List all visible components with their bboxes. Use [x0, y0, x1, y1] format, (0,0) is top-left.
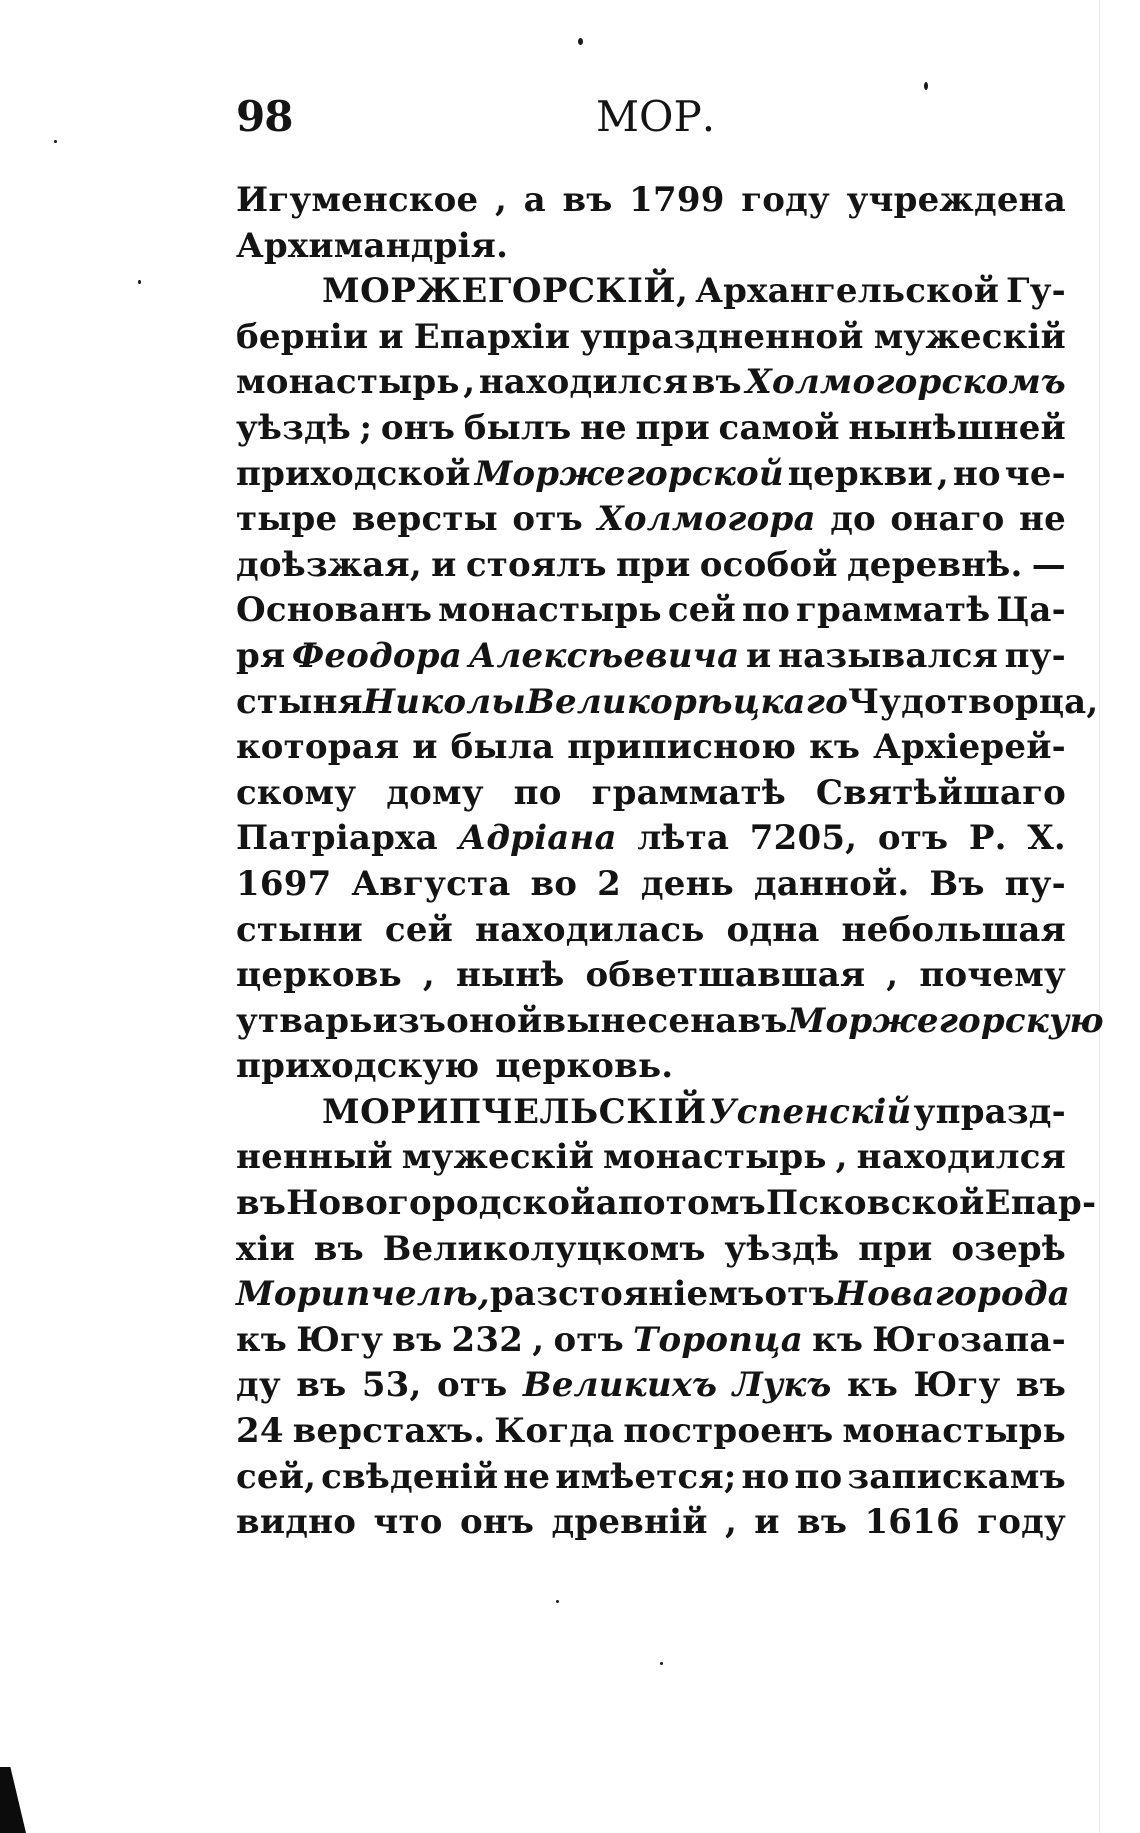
word: Алексѣевича [468, 635, 740, 676]
scan-speck [924, 82, 928, 90]
word: Епархіи [413, 316, 571, 357]
scan-speck [578, 38, 583, 45]
word: монастырь [842, 1411, 1066, 1452]
word: не [579, 407, 627, 448]
word: въ [313, 1228, 364, 1269]
word: озерѣ [951, 1228, 1066, 1269]
word: монастырь [438, 590, 662, 631]
word: Въ [929, 863, 985, 904]
word: Гу- [1006, 271, 1066, 312]
word: Архангельской [695, 271, 1000, 312]
word: Моржегорскую [787, 1000, 1104, 1041]
word: 1799 [629, 180, 725, 220]
word: свѣденій [321, 1456, 499, 1497]
word: ду [236, 1365, 281, 1406]
text-line [236, 545, 1066, 591]
word: версты [351, 499, 498, 540]
word: сей, [236, 1456, 317, 1497]
word: въ [1015, 1365, 1066, 1406]
text-line [236, 226, 1066, 272]
word: при [635, 407, 710, 448]
text-line [236, 1411, 1066, 1457]
word: упраздненной [580, 316, 864, 357]
word: по [742, 590, 790, 631]
text-line [236, 362, 1066, 408]
word: имѣется; [555, 1456, 737, 1497]
word: но [741, 1456, 790, 1497]
word: тыре [236, 499, 338, 540]
word: пу- [1004, 635, 1066, 676]
word: сей [667, 590, 736, 631]
word: особой [699, 544, 838, 585]
page-number: 98 [236, 92, 293, 141]
word: , [463, 362, 476, 403]
word: въ [797, 1502, 848, 1543]
word: Нова [834, 1274, 935, 1315]
scan-edge-mark [0, 1767, 26, 1833]
word: самой [718, 407, 840, 448]
word: изъ [372, 1000, 447, 1041]
word: берніи [236, 316, 369, 357]
word: отъ [437, 1365, 508, 1406]
word: Новогородской [286, 1183, 596, 1224]
word: ; [359, 407, 373, 448]
text-line [236, 1457, 1066, 1503]
word: Р. [968, 818, 1007, 859]
word: дому [386, 772, 484, 813]
word: Морипчелѣ, [236, 1274, 490, 1315]
word: приходской [236, 453, 471, 494]
word: церкви [787, 453, 933, 494]
word: находился [856, 1137, 1066, 1178]
word: но [952, 453, 1001, 494]
text-line [236, 636, 1066, 682]
word: стоялъ [465, 544, 607, 585]
word: учреждена [846, 180, 1066, 220]
word: видно [236, 1502, 357, 1543]
word: скому [236, 772, 357, 813]
word: , [835, 1137, 848, 1178]
word: данной. [753, 863, 910, 904]
text-line [236, 773, 1066, 819]
text-line [236, 1000, 1104, 1047]
word: Основанъ [236, 590, 433, 631]
word: стыни [236, 909, 363, 950]
word: 24 [236, 1411, 284, 1452]
word: Патріарха [236, 818, 438, 859]
word: находился [478, 362, 689, 403]
word: была [450, 727, 555, 768]
text-line [236, 180, 1066, 226]
word: Успенскій [708, 1091, 912, 1132]
word: грамматѣ [796, 590, 991, 631]
scan-speck [660, 1662, 663, 1665]
text-line [236, 910, 1066, 956]
word: въ [296, 1365, 347, 1406]
word: онъ [459, 1502, 535, 1543]
word: древній [551, 1502, 708, 1543]
text-line [236, 499, 1066, 545]
word: къ [812, 1319, 864, 1360]
word: нынѣшней [848, 407, 1066, 448]
word: по [513, 772, 562, 813]
word: и [412, 727, 438, 768]
word: , [532, 1319, 545, 1360]
text-line [236, 317, 1066, 363]
word: города [934, 1274, 1070, 1315]
word: отъ [512, 499, 583, 540]
page-header [236, 92, 1056, 152]
word: къ [809, 727, 861, 768]
word: находилась [475, 909, 705, 950]
word: монастырь [603, 1137, 827, 1178]
word: церковь. [495, 1046, 674, 1087]
word: мужескій [401, 1137, 595, 1178]
scan-speck [556, 1600, 559, 1603]
word: Архимандрія. [236, 225, 509, 266]
text-line [236, 1183, 1097, 1229]
running-head: МОР. [596, 92, 716, 141]
word: Архіерей- [873, 727, 1066, 768]
word: Моржегорской [474, 453, 784, 494]
word: Когда [494, 1411, 615, 1452]
word: не [503, 1456, 551, 1497]
word: Николы [362, 681, 527, 722]
text-line [236, 681, 1099, 728]
word: ненный [236, 1137, 393, 1178]
word: потомъ [617, 1183, 766, 1224]
word: Епар- [984, 1183, 1097, 1224]
body-text [236, 180, 1104, 1548]
word: нынѣ [455, 955, 565, 996]
word: при [858, 1228, 933, 1269]
word: назывался [778, 635, 998, 676]
word: Феодора [291, 635, 462, 676]
word: 1697 [236, 863, 332, 904]
word: Псковской [765, 1183, 985, 1224]
word: день [640, 863, 734, 904]
word: — [1031, 544, 1066, 585]
word: въ [392, 1319, 443, 1360]
text-line [236, 864, 1066, 910]
word: стыня [236, 681, 363, 722]
word: почему [919, 955, 1066, 996]
word: а [595, 1183, 618, 1224]
word: въ [562, 180, 613, 220]
word: обветшавшая [585, 955, 866, 996]
word: что [373, 1502, 443, 1543]
word: не [1019, 499, 1066, 540]
text-line [236, 1092, 1066, 1138]
word: въ [737, 1000, 788, 1041]
word: уѣздѣ [724, 1228, 840, 1269]
word: разстояніемъ [489, 1274, 765, 1315]
word: верстахъ. [292, 1411, 486, 1452]
word: къ [236, 1319, 288, 1360]
word: 1616 [864, 1502, 960, 1543]
word: Адріана [458, 818, 617, 859]
word: году [741, 180, 830, 220]
word: которая [236, 727, 400, 768]
text-line [236, 1274, 1070, 1320]
word: приходскую [236, 1046, 480, 1087]
word: былъ [463, 407, 572, 448]
text-line [236, 1046, 1066, 1092]
word: хіи [236, 1228, 296, 1269]
word: Великолуцкомъ [382, 1228, 706, 1269]
text-line [236, 271, 1066, 317]
word: Великихъ [522, 1365, 718, 1406]
word: утварь [236, 1000, 373, 1041]
text-line [236, 1502, 1066, 1548]
word: мужескій [873, 316, 1066, 357]
word: построенъ [623, 1411, 834, 1452]
word: въ [691, 362, 742, 403]
word: отъ [553, 1319, 624, 1360]
word: Августа [351, 863, 511, 904]
word: Холмогора [597, 499, 816, 540]
word: Югозапа- [872, 1319, 1066, 1360]
word: и [746, 635, 772, 676]
word: 7205, [749, 818, 858, 859]
word: запискамъ [847, 1456, 1066, 1497]
text-line [236, 1320, 1066, 1366]
word: Холмогорскомъ [745, 362, 1066, 403]
word: , [422, 955, 435, 996]
word: и [431, 544, 457, 585]
word: въ [236, 1183, 287, 1224]
word: а [523, 180, 546, 220]
word: отъ [877, 818, 949, 859]
word: , [936, 453, 949, 494]
word: уѣздѣ [236, 407, 351, 448]
text-line [236, 454, 1066, 500]
word: сей [384, 909, 454, 950]
word: МОРЖЕГОРСКІЙ, [322, 271, 689, 312]
word: лѣта [637, 818, 730, 859]
scan-speck [54, 140, 57, 143]
word: деревнѣ. [846, 544, 1023, 585]
word: монастырь [236, 362, 460, 403]
word: онъ [380, 407, 456, 448]
text-line [236, 1137, 1066, 1183]
word: небольшая [841, 909, 1066, 950]
word: доѣзжая, [236, 544, 422, 585]
word: при [616, 544, 691, 585]
word: Чудотворца, [847, 681, 1099, 722]
word: году [977, 1502, 1066, 1543]
word: , [494, 180, 507, 220]
scan-speck [138, 280, 141, 284]
word: онаго [890, 499, 1005, 540]
word: 232 [451, 1319, 524, 1360]
word: Великорѣцкаго [526, 681, 848, 722]
word: 53, [361, 1365, 422, 1406]
word: грамматѣ [591, 772, 786, 813]
word: пу- [1004, 863, 1066, 904]
word: 2 [597, 863, 621, 904]
word: , [886, 955, 899, 996]
word: и [754, 1502, 780, 1543]
word: Игуменское [236, 180, 479, 220]
word: Святѣйшаго [815, 772, 1066, 813]
text-line [236, 1365, 1066, 1411]
scan-edge [1099, 0, 1100, 1833]
word: церковь [236, 955, 402, 996]
word: , [724, 1502, 737, 1543]
text-line [236, 1229, 1066, 1275]
word: во [530, 863, 578, 904]
word: Ца- [996, 590, 1066, 631]
word: Х. [1027, 818, 1066, 859]
word: одна [726, 909, 820, 950]
word: и [378, 316, 404, 357]
word: Торопца [633, 1319, 803, 1360]
word: Югу [296, 1319, 384, 1360]
word: приписною [567, 727, 797, 768]
word: Лукъ [732, 1365, 832, 1406]
word: оной [446, 1000, 543, 1041]
word: по [794, 1456, 843, 1497]
word: къ [847, 1365, 899, 1406]
text-line [236, 727, 1066, 773]
word: упразд- [913, 1091, 1066, 1132]
text-line [236, 590, 1066, 636]
text-line [236, 408, 1066, 454]
word: Югу [913, 1365, 1001, 1406]
word: МОРИПЧЕЛЬСКІЙ [322, 1091, 707, 1132]
word: до [830, 499, 876, 540]
word: вынесена [542, 1000, 738, 1041]
word: отъ [764, 1274, 835, 1315]
word: че- [1004, 453, 1066, 494]
text-line [236, 955, 1066, 1001]
text-line [236, 818, 1066, 864]
word: ря [236, 635, 286, 676]
